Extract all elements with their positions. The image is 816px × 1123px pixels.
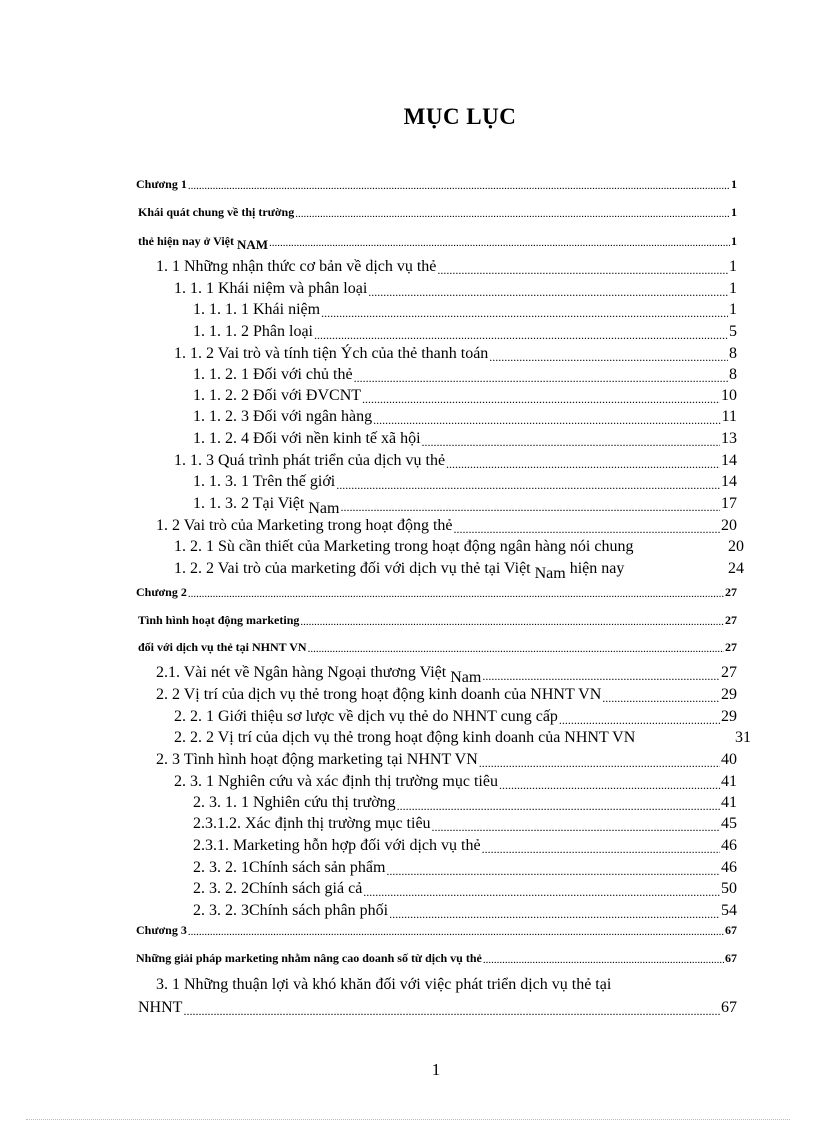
toc-entry[interactable]: 1. 1. 2 Vai trò và tính tiện Ých của thẻ thanh toán ..... 8 <box>174 343 737 363</box>
toc-entry[interactable]: 2. 2. 1 Giới thiệu sơ lược về dịch vụ thẻ do NHNT cung cấp ..... 29 <box>174 706 737 726</box>
toc-entry[interactable]: 1. 1. 2. 1 Đối với chủ thẻ ..... 8 <box>193 364 737 384</box>
toc-entry[interactable]: 2. 3. 1. 1 Nghiên cứu thị trường ..... 41 <box>193 792 737 812</box>
toc-entry[interactable]: 2. 2. 2 Vị trí của dịch vụ thẻ trong hoạt động kinh doanh của NHNT VN 31 <box>174 729 751 746</box>
toc-entry[interactable]: 1. 1. 1. 2 Phân loại ..... 5 <box>193 321 737 341</box>
toc-entry[interactable]: 1. 1. 2. 2 Đối với ĐVCNT ..... 10 <box>193 385 737 405</box>
page-bottom-divider <box>26 1119 790 1120</box>
toc-entry[interactable]: Chương 2 ..... 27 <box>136 580 737 600</box>
toc-entry[interactable]: 2.3.1. Marketing hỗn hợp đối với dịch vụ thẻ ..... 46 <box>193 835 737 855</box>
toc-entry[interactable]: NHNT ..... 67 <box>138 997 737 1017</box>
toc-entry[interactable]: 2.1. Vài nét về Ngân hàng Ngoại thương Việt Nam ..... 27 <box>156 662 737 682</box>
toc-entry[interactable]: Tình hình hoạt động marketing ..... 27 <box>138 608 737 628</box>
toc-entry[interactable]: 1. 2. 1 Sù cần thiết của Marketing trong hoạt động ngân hàng nói chung 20 <box>174 538 744 555</box>
toc-entry[interactable]: Chương 1 ..... 1 <box>136 172 737 192</box>
toc-entry[interactable]: Chương 3 ..... 67 <box>136 918 737 938</box>
toc-entry[interactable]: Khái quát chung về thị trường ..... 1 <box>138 200 737 220</box>
toc-entry[interactable]: 2. 3. 1 Nghiên cứu và xác định thị trường mục tiêu ..... 41 <box>174 771 737 791</box>
toc-entry[interactable]: Những giải pháp marketing nhằm nâng cao doanh số từ dịch vụ thẻ ..... 67 <box>136 946 737 966</box>
page-number: 1 <box>431 1060 441 1079</box>
toc-entry[interactable]: 1. 2. 2 Vai trò của marketing đối với dịch vụ thẻ tại Việt Nam hiện nay 24 <box>174 560 744 578</box>
toc-entry[interactable]: 1. 1. 3. 1 Trên thế giới ..... 14 <box>193 471 737 491</box>
toc-entry[interactable]: 2.3.1.2. Xác định thị trường mục tiêu ..... 45 <box>193 813 737 833</box>
toc-entry[interactable]: 1. 1 Những nhận thức cơ bản về dịch vụ thẻ ..... 1 <box>156 256 737 276</box>
toc-entry[interactable]: 2. 3. 2. 3Chính sách phân phối ..... 54 <box>193 900 737 920</box>
toc-entry[interactable]: 1. 1. 2. 4 Đối với nền kinh tế xã hội ..... 13 <box>193 428 737 448</box>
toc-entry[interactable]: 1. 1. 1 Khái niệm và phân loại ..... 1 <box>174 278 737 298</box>
toc-entry[interactable]: 2. 3. 2. 1Chính sách sản phẩm ..... 46 <box>193 857 737 877</box>
toc-entry[interactable]: đối với dịch vụ thẻ tại NHNT VN ..... 27 <box>138 635 737 655</box>
toc-entry[interactable]: 1. 1. 2. 3 Đối với ngân hàng ..... 11 <box>193 406 737 426</box>
toc-entry[interactable]: 2. 2 Vị trí của dịch vụ thẻ trong hoạt động kinh doanh của NHNT VN ..... 29 <box>156 684 737 704</box>
toc-entry[interactable]: 1. 1. 3 Quá trình phát triển của dịch vụ thẻ ..... 14 <box>174 450 737 470</box>
toc-title: MỤC LỤC <box>403 104 517 129</box>
toc-entry[interactable]: 3. 1 Những thuận lợi và khó khăn đối với việc phát triển dịch vụ thẻ tại <box>156 976 612 993</box>
toc-entry[interactable]: 1. 1. 1. 1 Khái niệm ..... 1 <box>193 299 737 319</box>
toc-entry[interactable]: thẻ hiện nay ở Việt NAM ..... 1 <box>138 229 737 249</box>
toc-entry[interactable]: 1. 2 Vai trò của Marketing trong hoạt động thẻ ..... 20 <box>156 515 737 535</box>
toc-entry[interactable]: 2. 3 Tình hình hoạt động marketing tại NHNT VN ..... 40 <box>156 749 737 769</box>
toc-entry[interactable]: 2. 3. 2. 2Chính sách giá cả ..... 50 <box>193 878 737 898</box>
toc-entry[interactable]: 1. 1. 3. 2 Tại Việt Nam ..... 17 <box>193 493 737 513</box>
